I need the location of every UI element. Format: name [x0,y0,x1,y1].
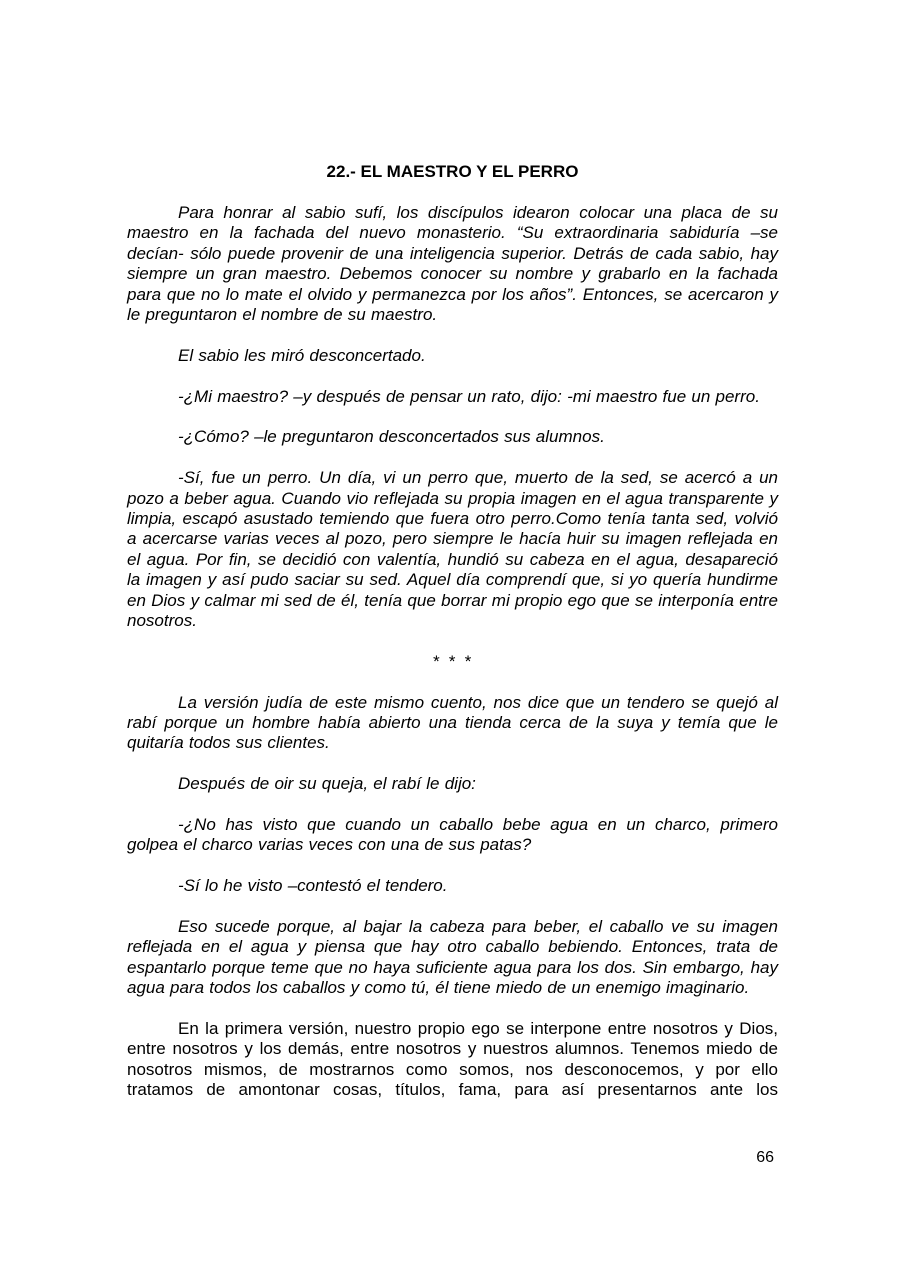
paragraph-dialogue-how: -¿Cómo? –le preguntaron desconcertados sus alumnos. [178,427,605,447]
paragraph-story-intro: Para honrar al sabio sufí, los discípulos idearon colocar una placa de su maestro en la fachada del nuevo monasterio. “Su extraordinaria sabiduría –se decían- sólo puede provenir de una inteligencia superior. Detrás de cada sabio, hay siempre un gran maestro. Debemos conocer su nombre y grabarlo en la fachada para que no lo mate el olvido y permanezca por los años”. Entonces, se acercaron y le preguntaron el nombre de su maestro. [127,203,778,325]
paragraph-sage-look: El sabio les miró desconcertado. [178,345,426,365]
paragraph-commentary: En la primera versión, nuestro propio ego se interpone entre nosotros y Dios, entre nosotros y los demás, entre nosotros y nuestros alumnos. Tenemos miedo de nosotros mismos, de mostrarnos como somos, nos desconocemos, y por ello tratamos de amontonar cosas, títulos, fama, para así presentarnos ante los [127,1019,778,1100]
paragraph-jewish-version: La versión judía de este mismo cuento, nos dice que un tendero se quejó al rabí porque un hombre había abierto una tienda cerca de la suya y temía que le quitaría todos sus clientes. [127,692,778,753]
paragraph-horse-question: -¿No has visto que cuando un caballo bebe agua en un charco, primero golpea el charco varias veces con una de sus patas? [127,815,778,855]
section-separator: * * * [432,651,473,671]
page-title: 22.- EL MAESTRO Y EL PERRO [326,162,579,181]
paragraph-dialogue-my-master: -¿Mi maestro? –y después de pensar un rato, dijo: -mi maestro fue un perro. [178,386,760,406]
paragraph-rabbi-said: Después de oir su queja, el rabí le dijo: [178,774,476,794]
text-block [127,161,778,1121]
paragraph-horse-explanation: Eso sucede porque, al bajar la cabeza para beber, el caballo ve su imagen reflejada en el agua y piensa que hay otro caballo bebiendo. Entonces, trata de espantarlo porque teme que no haya suficiente agua para los dos. Sin embargo, hay agua para todos los caballos y como tú, él tiene miedo de un enemigo imaginario. [127,917,778,998]
page-number: 66 [756,1149,774,1166]
paragraph-dog-story: -Sí, fue un perro. Un día, vi un perro que, muerto de la sed, se acercó a un pozo a beber agua. Cuando vio reflejada su propia imagen en el agua transparente y limpia, escapó asustado temiendo que fuera otro perro.Como tenía tanta sed, volvió a acercarse varias veces al pozo, pero siempre le hacía huir su imagen reflejada en el agua. Por fin, se decidió con valentía, hundió su cabeza en el agua, desapareció la imagen y así pudo saciar su sed. Aquel día comprendí que, si yo quería hundirme en Dios y calmar mi sed de él, tenía que borrar mi propio ego que se interponía entre nosotros. [127,468,778,631]
paragraph-shopkeeper-answer: -Sí lo he visto –contestó el tendero. [178,876,448,896]
